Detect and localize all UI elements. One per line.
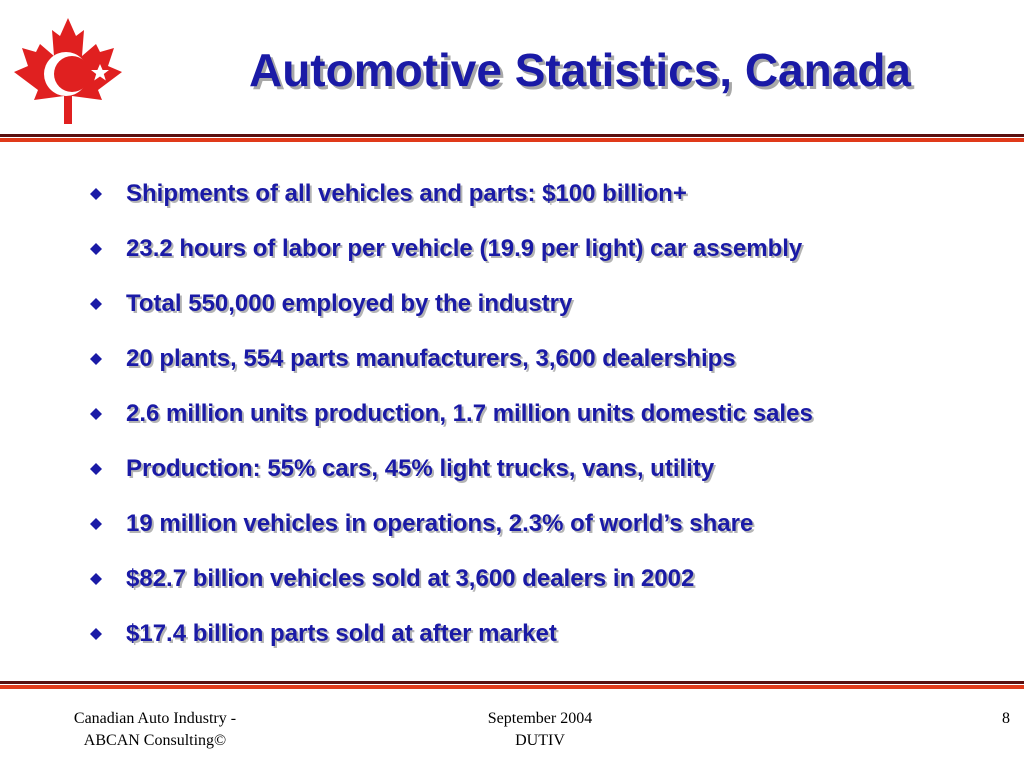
list-item: [90, 498, 1010, 553]
diamond-bullet-icon: [90, 463, 102, 475]
footer-left-line2: ABCAN Consulting©: [83, 732, 227, 749]
footer-center-line1: September 2004: [487, 710, 593, 727]
footer-center: [430, 708, 650, 752]
page-number: 8: [1002, 710, 1010, 727]
bottom-divider: [0, 681, 1024, 691]
diamond-bullet-icon: [90, 188, 102, 200]
diamond-bullet-icon: [90, 353, 102, 365]
list-item: [90, 223, 1010, 278]
bullet-text: Shipments of all vehicles and parts: $100 billion+: [126, 180, 687, 207]
top-divider: [0, 134, 1024, 144]
list-item: [90, 608, 1010, 663]
diamond-bullet-icon: [90, 573, 102, 585]
list-item: [90, 333, 1010, 388]
diamond-bullet-icon: [90, 243, 102, 255]
diamond-bullet-icon: [90, 408, 102, 420]
bullet-text: 2.6 million units production, 1.7 million units domestic sales: [126, 400, 813, 427]
bullet-text: $17.4 billion parts sold at after market: [126, 620, 557, 647]
maple-leaf-crescent-logo-icon: [8, 16, 128, 128]
footer-left-line1: Canadian Auto Industry -: [73, 710, 237, 727]
diamond-bullet-icon: [90, 298, 102, 310]
footer-center-line2: DUTIV: [515, 732, 565, 749]
list-item: [90, 388, 1010, 443]
list-item: [90, 553, 1010, 608]
bullet-list: [90, 168, 1010, 663]
bullet-text: $82.7 billion vehicles sold at 3,600 dealers in 2002: [126, 565, 695, 592]
bullet-text: 23.2 hours of labor per vehicle (19.9 per light) car assembly: [126, 235, 803, 262]
diamond-bullet-icon: [90, 518, 102, 530]
bullet-text: 19 million vehicles in operations, 2.3% of world’s share: [126, 510, 754, 537]
footer-left: [30, 708, 280, 752]
bullet-text: 20 plants, 554 parts manufacturers, 3,600 dealerships: [126, 345, 736, 372]
bullet-text: Total 550,000 employed by the industry: [126, 290, 573, 317]
page-title: Automotive Statistics, Canada: [248, 44, 912, 96]
diamond-bullet-icon: [90, 628, 102, 640]
list-item: [90, 168, 1010, 223]
list-item: [90, 278, 1010, 333]
bullet-text: Production: 55% cars, 45% light trucks, vans, utility: [126, 455, 715, 482]
list-item: [90, 443, 1010, 498]
